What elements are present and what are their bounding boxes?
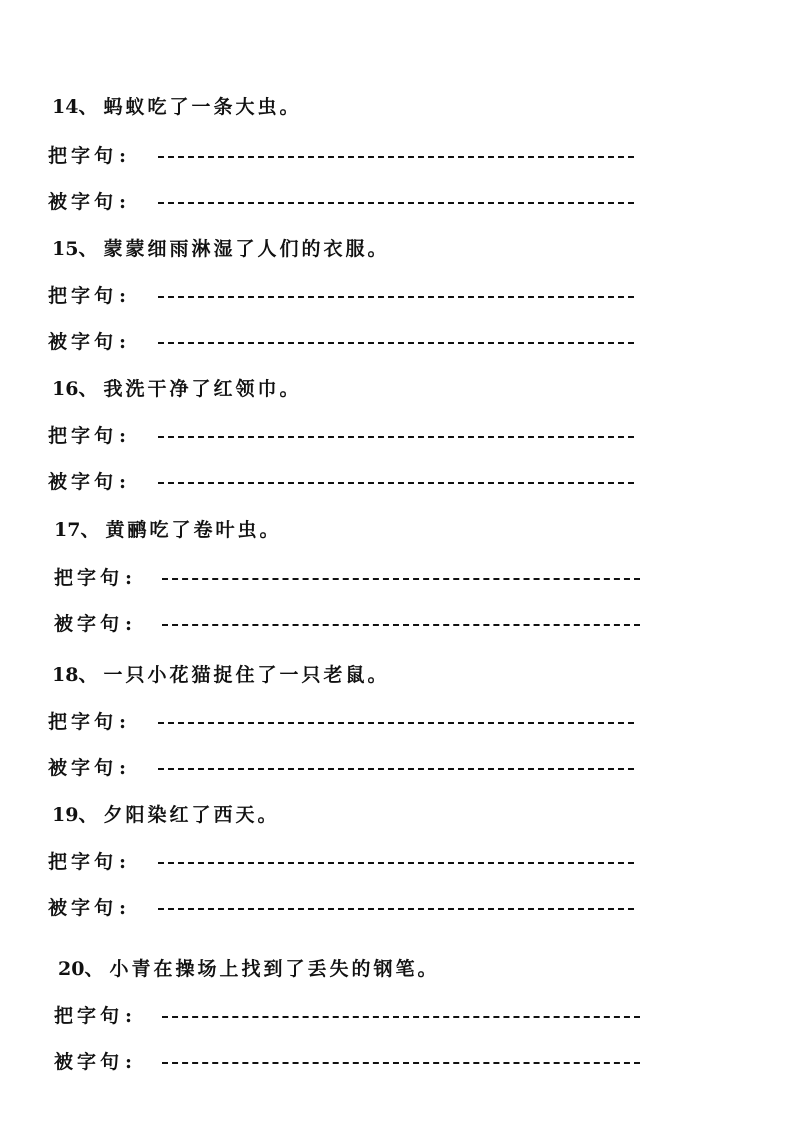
ba-answer-blank-14[interactable] <box>158 156 634 158</box>
ba-label: 把字句 <box>54 567 124 589</box>
ba-label: 把字句 <box>48 851 118 873</box>
question-number: 17、 <box>54 519 100 541</box>
bei-answer-row-17 <box>54 611 132 637</box>
question-number: 18、 <box>52 664 98 686</box>
question-sentence: 黄鹂吃了卷叶虫。 <box>105 519 282 541</box>
ba-label: 把字句 <box>54 1005 124 1027</box>
ba-answer-blank-19[interactable] <box>158 862 634 864</box>
ba-label: 把字句 <box>48 711 118 733</box>
colon: : <box>119 145 127 167</box>
bei-label: 被字句 <box>48 331 118 353</box>
bei-answer-blank-15[interactable] <box>158 342 634 344</box>
bei-answer-row-20 <box>54 1049 132 1075</box>
question-14 <box>52 94 301 120</box>
question-15 <box>52 236 389 262</box>
ba-answer-row-19 <box>48 849 126 875</box>
question-number: 14、 <box>52 96 98 118</box>
ba-answer-blank-18[interactable] <box>158 722 634 724</box>
ba-answer-blank-15[interactable] <box>158 296 634 298</box>
question-18 <box>52 662 389 688</box>
colon: : <box>119 711 127 733</box>
colon: : <box>119 851 127 873</box>
bei-answer-row-19 <box>48 895 126 921</box>
bei-label: 被字句 <box>54 1051 124 1073</box>
bei-answer-row-15 <box>48 329 126 355</box>
question-sentence: 夕阳染红了西天。 <box>103 804 280 826</box>
question-19 <box>52 802 279 828</box>
bei-label: 被字句 <box>48 191 118 213</box>
ba-answer-row-15 <box>48 283 126 309</box>
ba-label: 把字句 <box>48 145 118 167</box>
bei-answer-blank-17[interactable] <box>162 624 640 626</box>
bei-answer-blank-19[interactable] <box>158 908 634 910</box>
bei-label: 被字句 <box>48 897 118 919</box>
colon: : <box>119 471 127 493</box>
question-sentence: 小青在操场上找到了丢失的钢笔。 <box>109 958 440 980</box>
bei-label: 被字句 <box>54 613 124 635</box>
question-16 <box>52 376 301 402</box>
ba-answer-row-17 <box>54 565 132 591</box>
question-number: 15、 <box>52 238 98 260</box>
bei-answer-row-18 <box>48 755 126 781</box>
colon: : <box>125 567 133 589</box>
ba-answer-row-18 <box>48 709 126 735</box>
bei-answer-row-16 <box>48 469 126 495</box>
bei-answer-row-14 <box>48 189 126 215</box>
colon: : <box>125 1051 133 1073</box>
ba-answer-blank-17[interactable] <box>162 578 640 580</box>
ba-label: 把字句 <box>48 425 118 447</box>
question-number: 20、 <box>58 958 104 980</box>
colon: : <box>119 897 127 919</box>
question-sentence: 蒙蒙细雨淋湿了人们的衣服。 <box>103 238 390 260</box>
question-20 <box>58 956 439 982</box>
ba-answer-row-20 <box>54 1003 132 1029</box>
colon: : <box>125 613 133 635</box>
ba-answer-row-16 <box>48 423 126 449</box>
ba-answer-blank-20[interactable] <box>162 1016 640 1018</box>
ba-label: 把字句 <box>48 285 118 307</box>
colon: : <box>119 331 127 353</box>
colon: : <box>119 757 127 779</box>
question-sentence: 蚂蚁吃了一条大虫。 <box>103 96 302 118</box>
colon: : <box>119 425 127 447</box>
question-sentence: 一只小花猫捉住了一只老鼠。 <box>103 664 390 686</box>
question-number: 16、 <box>52 378 98 400</box>
bei-answer-blank-20[interactable] <box>162 1062 640 1064</box>
question-number: 19、 <box>52 804 98 826</box>
bei-label: 被字句 <box>48 471 118 493</box>
question-17 <box>54 517 281 543</box>
bei-label: 被字句 <box>48 757 118 779</box>
colon: : <box>119 191 127 213</box>
colon: : <box>125 1005 133 1027</box>
bei-answer-blank-18[interactable] <box>158 768 634 770</box>
bei-answer-blank-14[interactable] <box>158 202 634 204</box>
bei-answer-blank-16[interactable] <box>158 482 634 484</box>
ba-answer-row-14 <box>48 143 126 169</box>
ba-answer-blank-16[interactable] <box>158 436 634 438</box>
question-sentence: 我洗干净了红领巾。 <box>103 378 302 400</box>
colon: : <box>119 285 127 307</box>
